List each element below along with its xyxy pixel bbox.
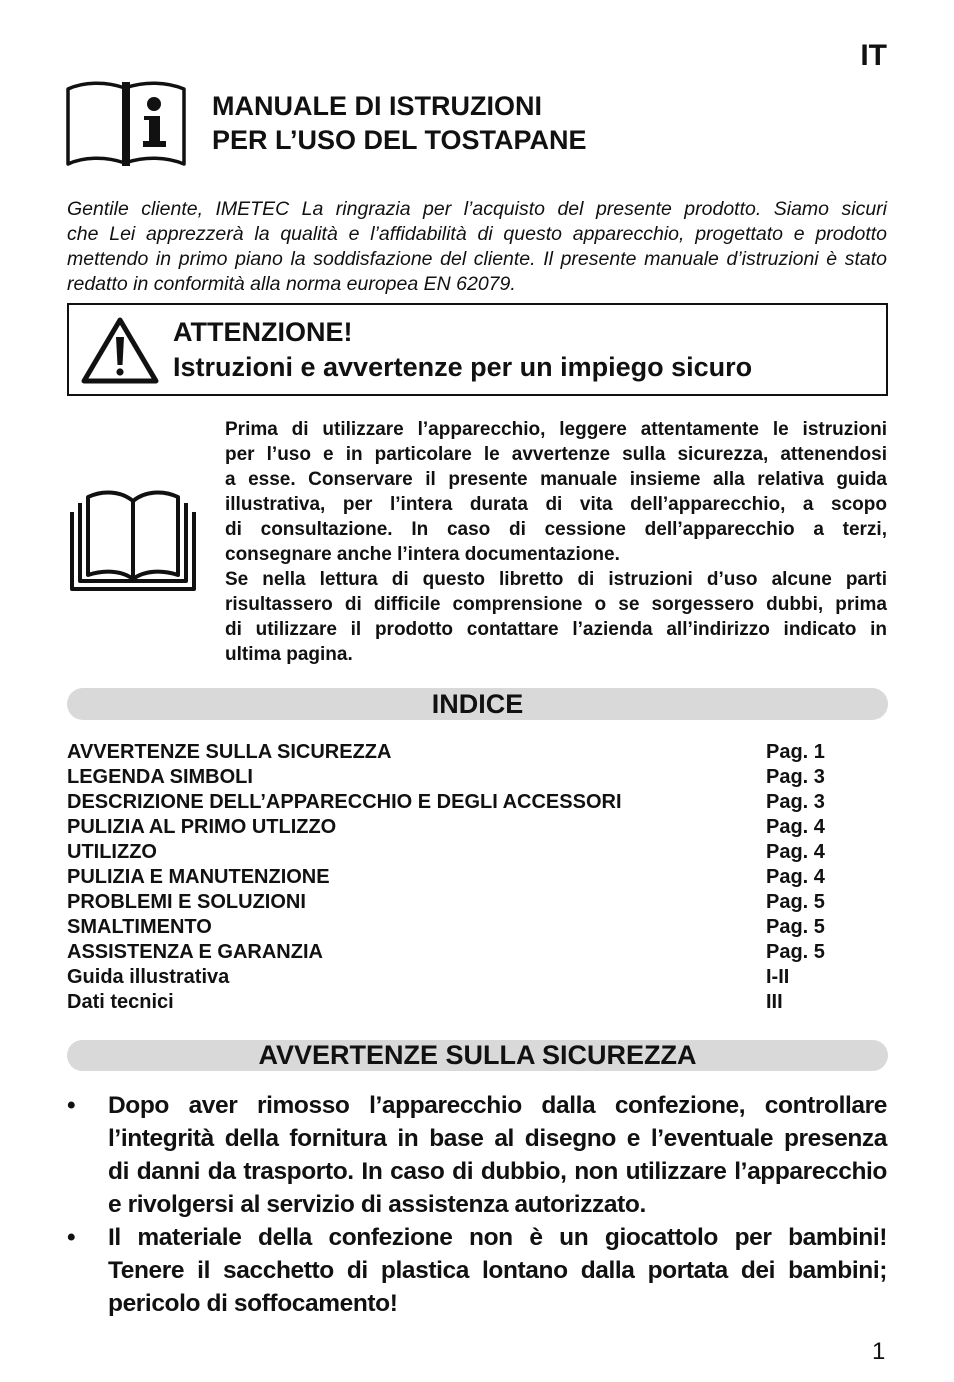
- toc-page: Pag. 5: [766, 891, 825, 913]
- toc-title: LEGENDA SIMBOLI: [67, 766, 253, 788]
- toc-page: Pag. 3: [766, 766, 825, 788]
- title-line: PER L’USO DEL TOSTAPANE: [212, 125, 587, 155]
- page-number: 1: [872, 1338, 886, 1365]
- bullet-line: Dopo aver rimosso l’apparecchio dalla confezione, controllare: [108, 1092, 887, 1119]
- read-manual-line: risultassero di difficile comprensione o se sorgessero dubbi, prima: [225, 594, 887, 615]
- info-dot: [147, 97, 161, 111]
- toc-page: Pag. 4: [766, 816, 825, 838]
- toc-row: [67, 815, 887, 840]
- warning-triangle-icon: [81, 316, 159, 386]
- toc-title: Dati tecnici: [67, 991, 174, 1013]
- toc-title: PROBLEMI E SOLUZIONI: [67, 891, 306, 913]
- page-title: [212, 89, 587, 157]
- toc-title: PULIZIA E MANUTENZIONE: [67, 866, 330, 888]
- language-tag: IT: [860, 39, 887, 72]
- bullet-line: Tenere il sacchetto di plastica lontano dalla portata dei bambini;: [108, 1257, 887, 1284]
- read-manual-paragraph: [225, 417, 887, 667]
- toc-title: UTILIZZO: [67, 841, 157, 863]
- toc-title: Guida illustrativa: [67, 966, 230, 988]
- toc-row: [67, 915, 887, 940]
- safety-bullet-list: [67, 1089, 887, 1320]
- toc-page: Pag. 4: [766, 866, 825, 888]
- toc-page: Pag. 1: [766, 741, 825, 763]
- bullet-symbol: •: [67, 1224, 76, 1251]
- bullet-line: e rivolgersi al servizio di assistenza autorizzato.: [108, 1191, 646, 1218]
- toc-title: AVVERTENZE SULLA SICUREZZA: [67, 741, 392, 763]
- bullet-line: l’integrità della fornitura in base al disegno e l’eventuale presenza: [108, 1125, 887, 1152]
- safety-heading-bar: AVVERTENZE SULLA SICUREZZA: [67, 1040, 888, 1071]
- attention-text: [173, 315, 752, 385]
- toc-title: PULIZIA AL PRIMO UTLIZZO: [67, 816, 337, 838]
- toc-row: [67, 965, 887, 990]
- toc-row: [67, 890, 887, 915]
- bullet-line: Il materiale della confezione non è un giocattolo per bambini!: [108, 1224, 887, 1251]
- open-book-icon: [69, 488, 197, 592]
- read-manual-line: per l’uso e in particolare le avvertenze sulla sicurezza, attenendosi: [225, 444, 887, 465]
- read-manual-line: consegnare anche l’intera documentazione.: [225, 544, 620, 565]
- book-spine: [122, 82, 130, 166]
- intro-line: che Lei apprezzerà la qualità e l’affidabilità di questo apparecchio, progettato e prodotto: [67, 223, 887, 245]
- book-left-page: [68, 83, 125, 164]
- toc-row: [67, 840, 887, 865]
- attention-heading: ATTENZIONE!: [173, 317, 353, 347]
- toc-page: III: [766, 991, 783, 1013]
- toc-page: I-II: [766, 966, 790, 988]
- title-line: MANUALE DI ISTRUZIONI: [212, 91, 542, 121]
- intro-paragraph: [67, 197, 887, 297]
- info-stem: [143, 116, 166, 147]
- toc-row: [67, 940, 887, 965]
- info-manual-icon: [65, 79, 187, 167]
- read-manual-line: Prima di utilizzare l’apparecchio, leggere attentamente le istruzioni: [225, 419, 887, 440]
- toc-row: [67, 765, 887, 790]
- attention-box: [67, 303, 888, 396]
- read-manual-line: Se nella lettura di questo libretto di istruzioni d’uso alcune parti: [225, 569, 887, 590]
- toc-title: DESCRIZIONE DELL’APPARECCHIO E DEGLI ACCESSORI: [67, 791, 622, 813]
- toc-title: ASSISTENZA E GARANZIA: [67, 941, 323, 963]
- intro-line: redatto in conformità alla norma europea EN 62079.: [67, 273, 516, 295]
- toc-page: Pag. 5: [766, 941, 825, 963]
- bullet-symbol: •: [67, 1092, 76, 1119]
- safety-bullet-item: [67, 1089, 887, 1221]
- toc-row: [67, 865, 887, 890]
- read-manual-line: ultima pagina.: [225, 644, 353, 665]
- toc-row: [67, 990, 887, 1015]
- read-manual-line: di utilizzare il prodotto contattare l’azienda all’indirizzo indicato in: [225, 619, 887, 640]
- intro-line: Gentile cliente, IMETEC La ringrazia per l’acquisto del presente prodotto. Siamo sicuri: [67, 198, 887, 220]
- toc-title: SMALTIMENTO: [67, 916, 212, 938]
- toc-row: [67, 790, 887, 815]
- toc-page: Pag. 5: [766, 916, 825, 938]
- table-of-contents: [67, 740, 887, 1015]
- intro-line: mettendo in primo piano la soddisfazione del cliente. Il presente manuale d’istruzioni è stato: [67, 248, 887, 270]
- safety-bullet-item: [67, 1221, 887, 1320]
- read-manual-line: a esse. Conservare il presente manuale insieme alla relativa guida: [225, 469, 887, 490]
- bullet-line: pericolo di soffocamento!: [108, 1290, 398, 1317]
- read-manual-line: di consultazione. In caso di cessione dell’apparecchio a terzi,: [225, 519, 887, 540]
- toc-page: Pag. 3: [766, 791, 825, 813]
- bullet-line: di danni da trasporto. In caso di dubbio, non utilizzare l’apparecchio: [108, 1158, 887, 1185]
- attention-subheading: Istruzioni e avvertenze per un impiego sicuro: [173, 352, 753, 382]
- toc-page: Pag. 4: [766, 841, 825, 863]
- index-heading-bar: INDICE: [67, 688, 888, 720]
- toc-row: [67, 740, 887, 765]
- read-manual-line: illustrativa, per l’intera durata di vita dell’apparecchio, a scopo: [225, 494, 887, 515]
